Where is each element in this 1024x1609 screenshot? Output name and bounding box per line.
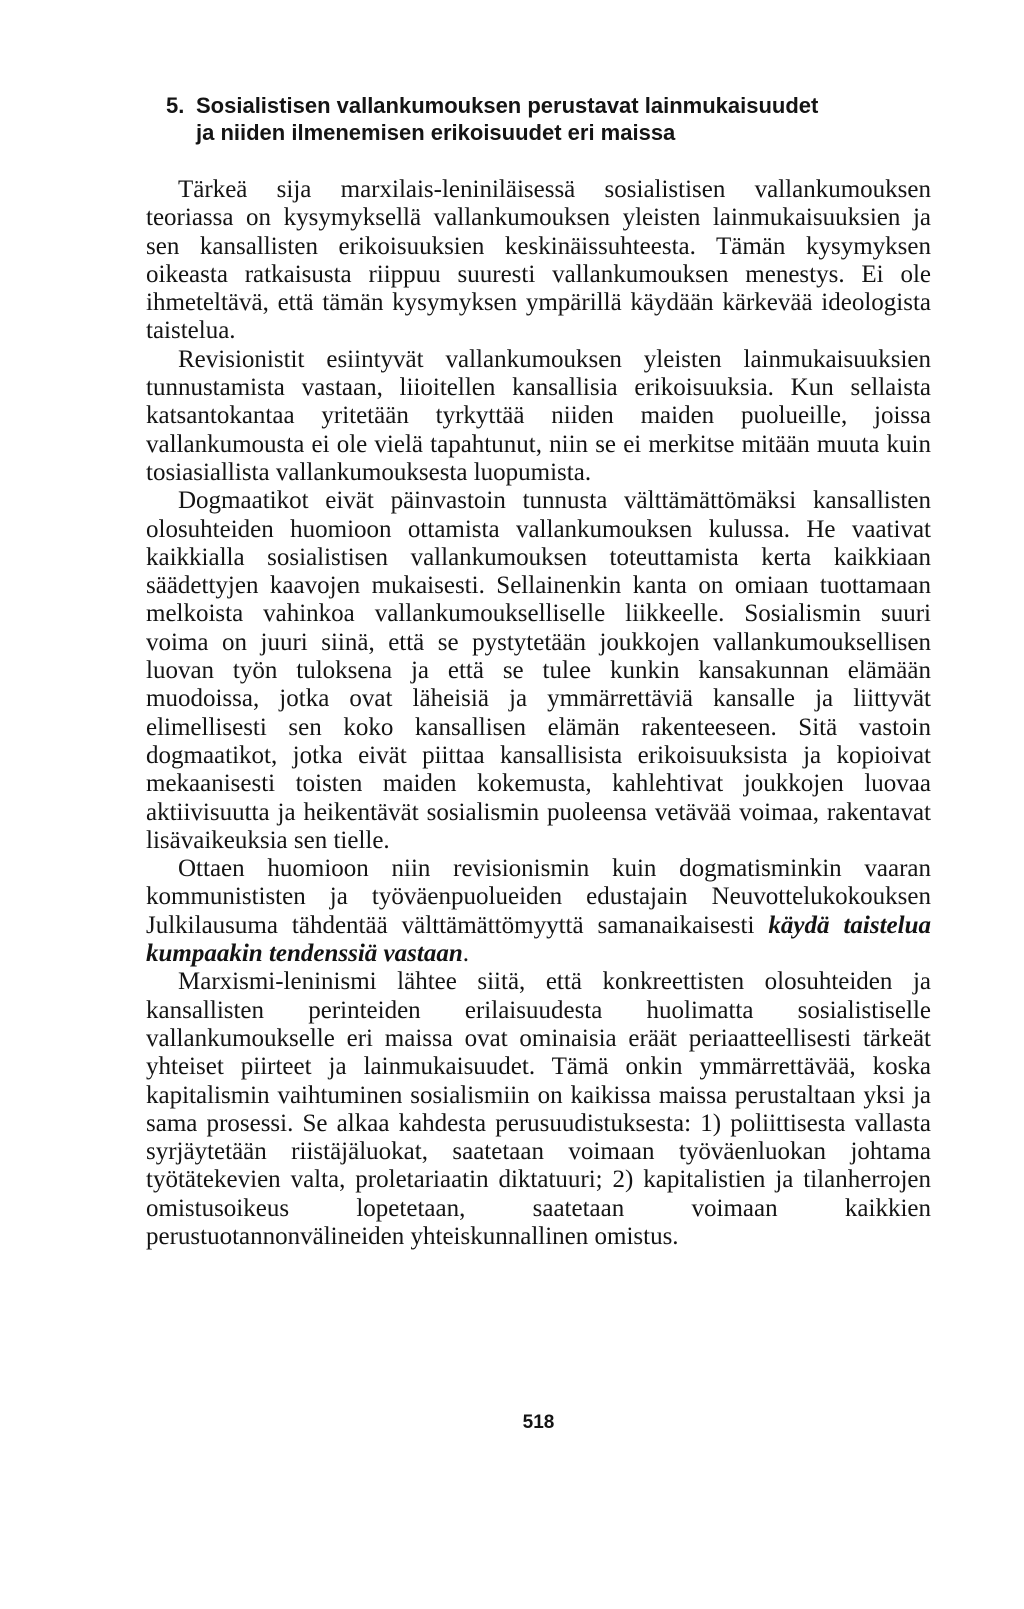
section-heading (146, 92, 931, 146)
paragraph-3: Dogmaatikot eivät päinvastoin tunnusta välttämättömäksi kansallisten olosuhteiden huomioon ottamista vallankumouksen kulussa. He vaativat kaikkialla sosialistisen vallankumouksen toteuttamista kerta kaikkiaan säädettyjen kaavojen mukaisesti. Sellainenkin kanta on omiaan tuottamaan melkoista vahinkoa vallankumoukselliselle liikkeelle. Sosialismin suuri voima on juuri siinä, että se pystytetään joukkojen vallankumouksellisen luovan työn tuloksena ja että se tulee kunkin kansakunnan elämään muodoissa, jotka ovat läheisiä ja ymmärrettäviä kansalle ja liittyvät elimellisesti sen koko kansallisen elämän rakenteeseen. Sitä vastoin dogmaatikot, jotka eivät piittaa kansallisista erikoisuuksista ja kopioivat mekaanisesti toisten maiden kokemusta, kahlehtivat joukkojen luovaa aktiivisuutta ja heikentävät sosialismin puoleensa vetävää voimaa, rakentavat lisävaikeuksia sen tielle. (146, 487, 931, 854)
section-number: 5. (166, 93, 185, 118)
paragraph-4-text: Ottaen huomioon niin revisionismin kuin dogmatisminkin vaaran kommunististen ja työväenpuolueiden edustajain Neuvottelukokouksen Julkilausuma tähdentää välttämättömyyttä samanaikaisesti (146, 855, 931, 939)
paragraph-5: Marxismi-leninismi lähtee siitä, että konkreettisten olosuhteiden ja kansallisten perinteiden erilaisuudesta huolimatta sosialistiselle vallankumoukselle eri maissa ovat ominaisia eräät periaatteellisesti tärkeät yhteiset piirteet ja lainmukaisuudet. Tämä onkin ymmärrettävää, koska kapitalismin vaihtuminen sosialismiin on kaikissa maissa perustaltaan yksi ja sama prosessi. Se alkaa kahdesta perusuudistuksesta: 1) poliittisesta vallasta syrjäytetään riistäjäluokat, saatetaan voimaan työväenluokan johtama työtätekevien valta, proletariaatin diktatuuri; 2) kapitalistien ja tilanherrojen omistusoikeus lopetetaan, saatetaan voimaan kaikkien perustuotannonvälineiden yhteiskunnallinen omistus. (146, 968, 931, 1250)
paragraph-2: Revisionistit esiintyvät vallankumouksen yleisten lainmukaisuuksien tunnustamista vastaan, liioitellen kansallisia erikoisuuksia. Kun sellaista katsantokantaa yritetään tyrkyttää niiden maiden puolueille, joissa vallankumousta ei ole vielä tapahtunut, niin se ei merkitse mitään muuta kuin tosiasiallista vallankumouksesta luopumista. (146, 345, 931, 486)
section-title-line1: Sosialistisen vallankumouksen perustavat lainmukaisuudet (196, 93, 819, 118)
paragraph-4-emphasis: käydä taistelua kumpaakin tendenssiä vastaan (146, 911, 931, 968)
paragraph-4 (146, 855, 931, 968)
paragraph-4-period: . (462, 940, 469, 968)
book-page (146, 92, 931, 1572)
paragraph-1: Tärkeä sija marxilais-leniniläisessä sosialistisen vallankumouksen teoriassa on kysymyksellä vallankumouksen yleisten lainmukaisuuksien ja sen kansallisten erikoisuuksien keskinäissuhteesta. Tämän kysymyksen oikeasta ratkaisusta riippuu suuresti vallankumouksen menestys. Ei ole ihmeteltävä, että tämän kysymyksen ympärillä käydään kärkevää ideologista taistelua. (146, 176, 931, 345)
section-title-line2: ja niiden ilmenemisen erikoisuudet eri maissa (196, 120, 676, 145)
page-number: 518 (522, 1412, 555, 1433)
